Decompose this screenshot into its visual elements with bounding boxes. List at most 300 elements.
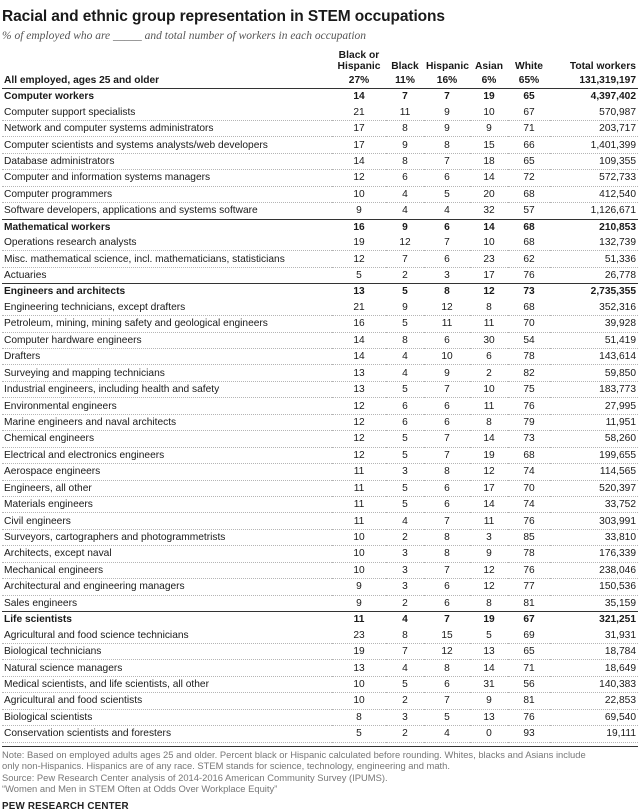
table-row	[2, 203, 638, 219]
cell-total: 31,931	[550, 627, 638, 643]
cell-white: 68	[508, 186, 550, 202]
cell-black: 7	[386, 643, 424, 659]
all-employed-hispanic: 16%	[424, 73, 470, 89]
table-row	[2, 676, 638, 692]
cell-asian: 20	[470, 186, 508, 202]
cell-white: 79	[508, 414, 550, 430]
group-value-asian: 19	[483, 91, 495, 103]
table-row	[2, 414, 638, 430]
cell-total: 33,810	[550, 529, 638, 545]
table-row	[2, 660, 638, 676]
cell-black-or-hispanic: 12	[332, 431, 386, 447]
cell-white: 75	[508, 381, 550, 397]
group-value-white: 65	[523, 91, 535, 103]
cell-hispanic: 6	[424, 579, 470, 595]
cell-total: 58,260	[550, 431, 638, 447]
group-value-total: 210,853	[550, 219, 638, 235]
cell-black-or-hispanic: 11	[332, 496, 386, 512]
occupation-label: Environmental engineers	[2, 398, 332, 414]
cell-asian: 13	[470, 643, 508, 659]
table-row	[2, 726, 638, 742]
cell-black: 3	[386, 709, 424, 725]
group-value-black-or-hispanic: 14	[353, 91, 365, 103]
cell-black: 2	[386, 693, 424, 709]
cell-hispanic: 5	[424, 186, 470, 202]
cell-black-or-hispanic: 14	[332, 349, 386, 365]
cell-white: 67	[508, 104, 550, 120]
cell-total: 143,614	[550, 349, 638, 365]
cell-total: 33,752	[550, 496, 638, 512]
cell-black: 9	[386, 300, 424, 316]
occupation-label: Misc. mathematical science, incl. mathematicians, statisticians	[2, 251, 332, 267]
occupation-label: Engineers, all other	[2, 480, 332, 496]
occupation-label: Surveyors, cartographers and photogrammetrists	[2, 529, 332, 545]
cell-total: 51,336	[550, 251, 638, 267]
cell-white: 68	[508, 235, 550, 251]
table-row	[2, 186, 638, 202]
table-row	[2, 709, 638, 725]
group-value-black: 9	[386, 219, 424, 235]
cell-black: 4	[386, 186, 424, 202]
cell-hispanic: 6	[424, 676, 470, 692]
cell-black: 6	[386, 398, 424, 414]
cell-black: 4	[386, 203, 424, 219]
cell-asian: 6	[470, 349, 508, 365]
cell-white: 76	[508, 267, 550, 283]
cell-total: 238,046	[550, 562, 638, 578]
cell-total: 572,733	[550, 170, 638, 186]
pew-research-center-logo: PEW RESEARCH CENTER	[2, 800, 129, 812]
cell-black-or-hispanic: 10	[332, 529, 386, 545]
group-value-hispanic: 6	[424, 219, 470, 235]
table-row	[2, 349, 638, 365]
cell-white: 76	[508, 398, 550, 414]
all-employed-black-or-hispanic: 27%	[332, 73, 386, 89]
cell-black-or-hispanic: 21	[332, 104, 386, 120]
cell-asian: 17	[470, 480, 508, 496]
header-hispanic: Hispanic	[426, 61, 469, 72]
cell-black: 9	[386, 137, 424, 153]
group-value-white: 68	[508, 219, 550, 235]
table-row	[2, 447, 638, 463]
chart-subtitle: % of employed who are _____ and total number of workers in each occupation	[2, 30, 367, 42]
cell-asian: 8	[470, 300, 508, 316]
cell-hispanic: 4	[424, 726, 470, 742]
cell-asian: 8	[470, 595, 508, 611]
cell-total: 150,536	[550, 579, 638, 595]
group-value-hispanic: 8	[424, 284, 470, 300]
cell-black-or-hispanic: 11	[332, 513, 386, 529]
table-row	[2, 480, 638, 496]
group-value-asian: 19	[470, 612, 508, 628]
occupation-label: Electrical and electronics engineers	[2, 447, 332, 463]
cell-black: 8	[386, 332, 424, 348]
group-value-black: 5	[386, 284, 424, 300]
cell-asian: 8	[470, 414, 508, 430]
group-value-hispanic: 7	[424, 612, 470, 628]
cell-asian: 11	[470, 513, 508, 529]
cell-white: 56	[508, 676, 550, 692]
cell-black: 4	[386, 349, 424, 365]
cell-asian: 10	[470, 104, 508, 120]
header-black: Black	[391, 61, 419, 72]
cell-total: 109,355	[550, 153, 638, 169]
occupation-label: Engineering technicians, except drafters	[2, 300, 332, 316]
cell-white: 71	[508, 120, 550, 136]
cell-white: 65	[508, 643, 550, 659]
cell-total: 352,316	[550, 300, 638, 316]
group-row	[2, 284, 638, 300]
cell-asian: 3	[470, 529, 508, 545]
cell-hispanic: 7	[424, 562, 470, 578]
group-value-black-or-hispanic: 16	[332, 219, 386, 235]
table-row	[2, 120, 638, 136]
all-employed-row	[2, 73, 638, 89]
cell-hispanic: 6	[424, 480, 470, 496]
cell-asian: 15	[470, 137, 508, 153]
cell-asian: 10	[470, 235, 508, 251]
occupation-label: Sales engineers	[2, 595, 332, 611]
occupation-label: Mechanical engineers	[2, 562, 332, 578]
group-value-black: 4	[386, 612, 424, 628]
cell-black: 4	[386, 660, 424, 676]
group-value-total: 321,251	[550, 612, 638, 628]
cell-hispanic: 6	[424, 496, 470, 512]
report-title-line: “Women and Men in STEM Often at Odds Over Workplace Equity”	[2, 783, 278, 795]
group-row	[2, 89, 638, 105]
cell-black-or-hispanic: 8	[332, 709, 386, 725]
group-value-white: 73	[508, 284, 550, 300]
cell-white: 68	[508, 447, 550, 463]
cell-total: 39,928	[550, 316, 638, 332]
all-employed-asian: 6%	[470, 73, 508, 89]
cell-asian: 14	[470, 170, 508, 186]
cell-hispanic: 7	[424, 381, 470, 397]
cell-total: 27,995	[550, 398, 638, 414]
cell-hispanic: 10	[424, 349, 470, 365]
occupation-label: Computer hardware engineers	[2, 332, 332, 348]
cell-black-or-hispanic: 21	[332, 300, 386, 316]
table-row	[2, 627, 638, 643]
cell-total: 18,784	[550, 643, 638, 659]
cell-hispanic: 8	[424, 660, 470, 676]
cell-total: 1,401,399	[550, 137, 638, 153]
cell-asian: 11	[470, 398, 508, 414]
table-row	[2, 464, 638, 480]
cell-hispanic: 6	[424, 332, 470, 348]
cell-total: 140,383	[550, 676, 638, 692]
cell-black: 2	[386, 267, 424, 283]
note-line-1: Note: Based on employed adults ages 25 and older. Percent black or Hispanic calculated before rounding. Whites, blacks and Asians include	[2, 748, 586, 760]
occupation-label: Software developers, applications and systems software	[2, 203, 332, 219]
table-row	[2, 513, 638, 529]
cell-black-or-hispanic: 11	[332, 480, 386, 496]
cell-black-or-hispanic: 12	[332, 251, 386, 267]
cell-black: 4	[386, 365, 424, 381]
cell-asian: 9	[470, 693, 508, 709]
header-black-or-hispanic-line2: Hispanic	[337, 61, 381, 72]
occupation-label: Biological technicians	[2, 643, 332, 659]
cell-white: 62	[508, 251, 550, 267]
cell-black: 5	[386, 316, 424, 332]
table-row	[2, 104, 638, 120]
source-line: Source: Pew Research Center analysis of 2014-2016 American Community Survey (IPUMS).	[2, 771, 388, 783]
cell-hispanic: 7	[424, 513, 470, 529]
cell-hispanic: 7	[424, 693, 470, 709]
occupation-label: Database administrators	[2, 153, 332, 169]
cell-white: 76	[508, 562, 550, 578]
occupation-label: Computer and information systems managers	[2, 170, 332, 186]
cell-asian: 17	[470, 267, 508, 283]
cell-hispanic: 6	[424, 398, 470, 414]
cell-total: 59,850	[550, 365, 638, 381]
cell-total: 114,565	[550, 464, 638, 480]
occupation-label: Medical scientists, and life scientists, all other	[2, 676, 332, 692]
header-white: White	[514, 61, 544, 72]
cell-hispanic: 8	[424, 464, 470, 480]
occupation-label: Computer support specialists	[2, 104, 332, 120]
cell-total: 51,419	[550, 332, 638, 348]
cell-total: 520,397	[550, 480, 638, 496]
cell-white: 82	[508, 365, 550, 381]
header-label-spacer	[2, 46, 332, 73]
cell-hispanic: 7	[424, 153, 470, 169]
group-value-asian: 14	[470, 219, 508, 235]
cell-total: 176,339	[550, 546, 638, 562]
header-black-or-hispanic	[332, 46, 386, 73]
table-row	[2, 365, 638, 381]
table-row	[2, 595, 638, 611]
cell-black: 6	[386, 414, 424, 430]
cell-black-or-hispanic: 12	[332, 447, 386, 463]
occupation-label: Materials engineers	[2, 496, 332, 512]
occupation-label: Drafters	[2, 349, 332, 365]
cell-white: 71	[508, 660, 550, 676]
group-row	[2, 219, 638, 235]
cell-total: 132,739	[550, 235, 638, 251]
table-row	[2, 251, 638, 267]
cell-total: 35,159	[550, 595, 638, 611]
cell-black: 2	[386, 726, 424, 742]
cell-black-or-hispanic: 10	[332, 676, 386, 692]
chart-title: Racial and ethnic group representation in STEM occupations	[2, 8, 445, 25]
cell-white: 70	[508, 480, 550, 496]
cell-hispanic: 4	[424, 203, 470, 219]
table-row	[2, 496, 638, 512]
cell-hispanic: 8	[424, 546, 470, 562]
cell-white: 74	[508, 464, 550, 480]
table-row	[2, 267, 638, 283]
occupation-label: Industrial engineers, including health and safety	[2, 381, 332, 397]
cell-asian: 32	[470, 203, 508, 219]
cell-white: 78	[508, 546, 550, 562]
cell-black-or-hispanic: 9	[332, 203, 386, 219]
cell-black: 5	[386, 496, 424, 512]
table-row	[2, 643, 638, 659]
cell-hispanic: 7	[424, 235, 470, 251]
all-employed-white: 65%	[508, 73, 550, 89]
cell-hispanic: 6	[424, 414, 470, 430]
occupation-label: Architectural and engineering managers	[2, 579, 332, 595]
cell-white: 76	[508, 513, 550, 529]
cell-black-or-hispanic: 9	[332, 579, 386, 595]
cell-asian: 31	[470, 676, 508, 692]
group-value-black: 7	[402, 91, 408, 103]
cell-asian: 23	[470, 251, 508, 267]
cell-asian: 10	[470, 381, 508, 397]
cell-total: 69,540	[550, 709, 638, 725]
header-row	[2, 46, 638, 73]
group-label: Mathematical workers	[2, 219, 332, 235]
occupation-label: Computer scientists and systems analysts/web developers	[2, 137, 332, 153]
occupation-label: Natural science managers	[2, 660, 332, 676]
stem-representation-table	[2, 46, 638, 743]
table-row	[2, 398, 638, 414]
occupation-label: Network and computer systems administrators	[2, 120, 332, 136]
cell-black: 8	[386, 120, 424, 136]
group-label: Engineers and architects	[2, 284, 332, 300]
table-row	[2, 431, 638, 447]
cell-white: 73	[508, 431, 550, 447]
cell-black: 3	[386, 464, 424, 480]
occupation-label: Chemical engineers	[2, 431, 332, 447]
cell-black-or-hispanic: 10	[332, 562, 386, 578]
table-row	[2, 381, 638, 397]
cell-total: 183,773	[550, 381, 638, 397]
cell-black: 8	[386, 627, 424, 643]
header-black-or-hispanic-line1: Black or	[338, 50, 380, 61]
cell-white: 77	[508, 579, 550, 595]
group-label: Life scientists	[2, 612, 332, 628]
cell-black-or-hispanic: 12	[332, 170, 386, 186]
cell-hispanic: 6	[424, 595, 470, 611]
cell-black: 6	[386, 170, 424, 186]
cell-black-or-hispanic: 14	[332, 153, 386, 169]
occupation-label: Marine engineers and naval architects	[2, 414, 332, 430]
cell-asian: 9	[470, 546, 508, 562]
cell-black-or-hispanic: 16	[332, 316, 386, 332]
cell-white: 70	[508, 316, 550, 332]
occupation-label: Actuaries	[2, 267, 332, 283]
occupation-label: Aerospace engineers	[2, 464, 332, 480]
cell-white: 76	[508, 709, 550, 725]
cell-black-or-hispanic: 5	[332, 267, 386, 283]
group-value-hispanic: 7	[444, 91, 450, 103]
table-row	[2, 579, 638, 595]
cell-asian: 12	[470, 562, 508, 578]
cell-hispanic: 6	[424, 251, 470, 267]
group-value-black-or-hispanic: 13	[332, 284, 386, 300]
cell-hispanic: 7	[424, 447, 470, 463]
cell-black-or-hispanic: 9	[332, 595, 386, 611]
cell-white: 69	[508, 627, 550, 643]
cell-black-or-hispanic: 13	[332, 365, 386, 381]
cell-hispanic: 12	[424, 643, 470, 659]
cell-black-or-hispanic: 17	[332, 120, 386, 136]
occupation-label: Agricultural and food scientists	[2, 693, 332, 709]
cell-white: 78	[508, 349, 550, 365]
cell-white: 54	[508, 332, 550, 348]
cell-black-or-hispanic: 10	[332, 693, 386, 709]
group-value-black-or-hispanic: 11	[332, 612, 386, 628]
cell-white: 81	[508, 693, 550, 709]
cell-black: 7	[386, 251, 424, 267]
cell-total: 570,987	[550, 104, 638, 120]
cell-asian: 13	[470, 709, 508, 725]
occupation-label: Surveying and mapping technicians	[2, 365, 332, 381]
chart-notes	[2, 746, 638, 795]
occupation-label: Civil engineers	[2, 513, 332, 529]
cell-white: 65	[508, 153, 550, 169]
cell-white: 74	[508, 496, 550, 512]
all-employed-label: All employed, ages 25 and older	[2, 73, 332, 89]
cell-black-or-hispanic: 23	[332, 627, 386, 643]
cell-black-or-hispanic: 14	[332, 332, 386, 348]
occupation-label: Biological scientists	[2, 709, 332, 725]
cell-hispanic: 3	[424, 267, 470, 283]
occupation-label: Operations research analysts	[2, 235, 332, 251]
cell-asian: 14	[470, 660, 508, 676]
cell-black-or-hispanic: 17	[332, 137, 386, 153]
cell-hispanic: 8	[424, 137, 470, 153]
group-value-asian: 12	[470, 284, 508, 300]
cell-black: 5	[386, 447, 424, 463]
cell-black: 12	[386, 235, 424, 251]
table-row	[2, 170, 638, 186]
table-row	[2, 153, 638, 169]
cell-asian: 12	[470, 579, 508, 595]
all-employed-total: 131,319,197	[550, 73, 638, 89]
cell-asian: 14	[470, 431, 508, 447]
cell-total: 1,126,671	[550, 203, 638, 219]
cell-black-or-hispanic: 5	[332, 726, 386, 742]
table-row	[2, 300, 638, 316]
cell-white: 68	[508, 300, 550, 316]
occupation-label: Architects, except naval	[2, 546, 332, 562]
header-asian: Asian	[474, 61, 504, 72]
cell-asian: 18	[470, 153, 508, 169]
table-row	[2, 562, 638, 578]
cell-hispanic: 9	[424, 104, 470, 120]
cell-asian: 12	[470, 464, 508, 480]
cell-black: 3	[386, 562, 424, 578]
cell-total: 22,853	[550, 693, 638, 709]
table-row	[2, 693, 638, 709]
cell-black-or-hispanic: 12	[332, 398, 386, 414]
cell-hispanic: 12	[424, 300, 470, 316]
cell-white: 85	[508, 529, 550, 545]
cell-black-or-hispanic: 12	[332, 414, 386, 430]
group-row	[2, 612, 638, 628]
cell-hispanic: 7	[424, 431, 470, 447]
cell-total: 303,991	[550, 513, 638, 529]
cell-black-or-hispanic: 13	[332, 660, 386, 676]
cell-asian: 30	[470, 332, 508, 348]
cell-black-or-hispanic: 13	[332, 381, 386, 397]
table-row	[2, 546, 638, 562]
header-total-workers: Total workers	[569, 61, 636, 72]
cell-hispanic: 9	[424, 365, 470, 381]
group-label: Computer workers	[4, 91, 95, 103]
occupation-label: Agricultural and food science technicians	[2, 627, 332, 643]
cell-black: 5	[386, 381, 424, 397]
cell-total: 26,778	[550, 267, 638, 283]
cell-asian: 2	[470, 365, 508, 381]
cell-asian: 9	[470, 120, 508, 136]
cell-hispanic: 8	[424, 529, 470, 545]
table-row	[2, 137, 638, 153]
cell-total: 412,540	[550, 186, 638, 202]
